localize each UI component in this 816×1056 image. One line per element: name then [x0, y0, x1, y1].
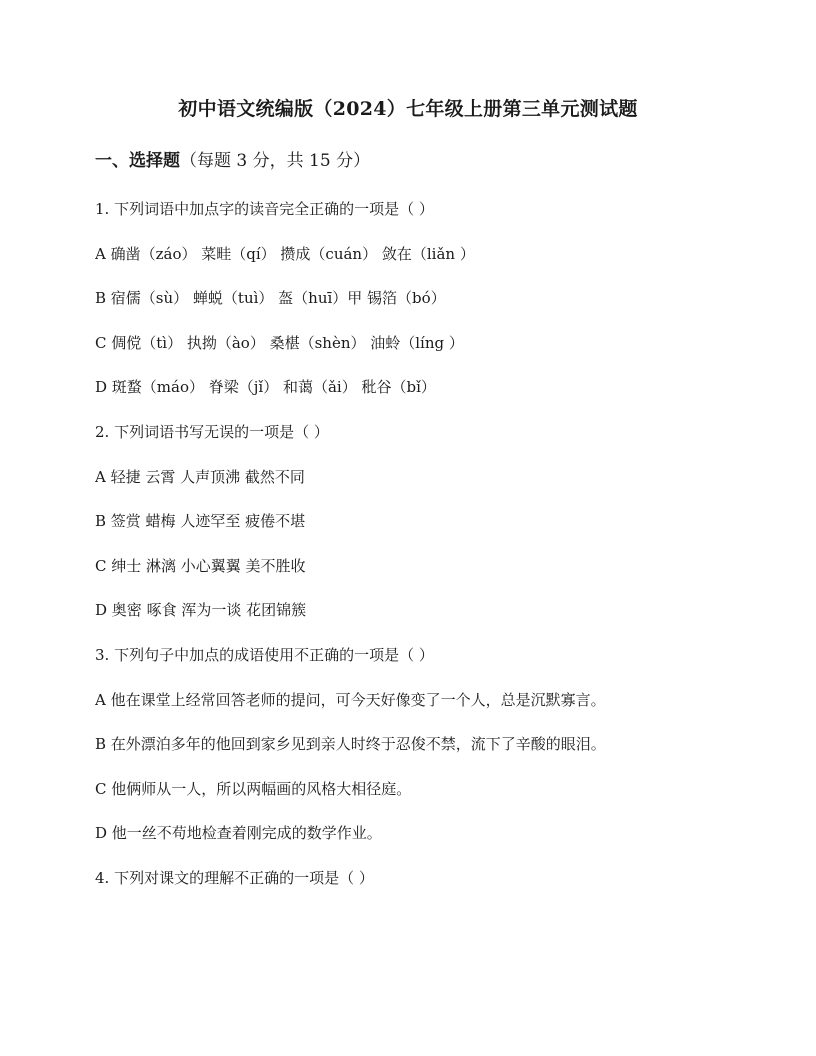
question-1-option-d: D 斑蝥（máo） 脊梁（jǐ） 和蔼（ǎi） 秕谷（bǐ）: [95, 378, 436, 397]
question-3-stem: 3. 下列句子中加点的成语使用不正确的一项是（ ）: [95, 645, 434, 664]
question-3-option-a: A 他在课堂上经常回答老师的提问，可今天好像变了一个人，总是沉默寡言。: [95, 690, 606, 709]
question-2-stem: 2. 下列词语书写无误的一项是（ ）: [95, 422, 329, 441]
question-3-option-c: C 他俩师从一人，所以两幅画的风格大相径庭。: [95, 779, 412, 798]
question-2-option-b: B 签赏 蜡梅 人迹罕至 疲倦不堪: [95, 512, 306, 531]
question-3-option-d: D 他一丝不苟地检查着刚完成的数学作业。: [95, 824, 382, 843]
section-heading-note: （每题 3 分，共 15 分）: [180, 151, 371, 171]
question-list: [95, 197, 755, 911]
page-title: 初中语文统编版（2024）七年级上册第三单元测试题: [178, 98, 638, 120]
section-heading-label: 一、选择题: [95, 151, 180, 171]
question-1-stem: 1. 下列词语中加点字的读音完全正确的一项是（ ）: [95, 200, 434, 218]
question-3-option-b: B 在外漂泊多年的他回到家乡见到亲人时终于忍俊不禁，流下了辛酸的眼泪。: [95, 735, 606, 754]
question-1-option-b: B 宿儒（sù） 蝉蜕（tuì） 盔（huī）甲 锡箔（bó）: [95, 289, 446, 308]
question-1-option-c: C 倜傥（tì） 执拗（ào） 桑椹（shèn） 油蛉（líng ）: [95, 333, 464, 352]
question-2-option-d: D 奥密 啄食 浑为一谈 花团锦簇: [95, 601, 307, 620]
question-2-option-c: C 绅士 淋漓 小心翼翼 美不胜收: [95, 556, 306, 575]
question-4-stem: 4. 下列对课文的理解不正确的一项是（ ）: [95, 868, 374, 887]
question-1-option-a: A 确凿（záo） 菜畦（qí） 攒成（cuán） 敛在（liǎn ）: [95, 244, 475, 263]
section-heading: [95, 148, 370, 174]
question-2-option-a: A 轻捷 云霄 人声顶沸 截然不同: [95, 467, 305, 486]
